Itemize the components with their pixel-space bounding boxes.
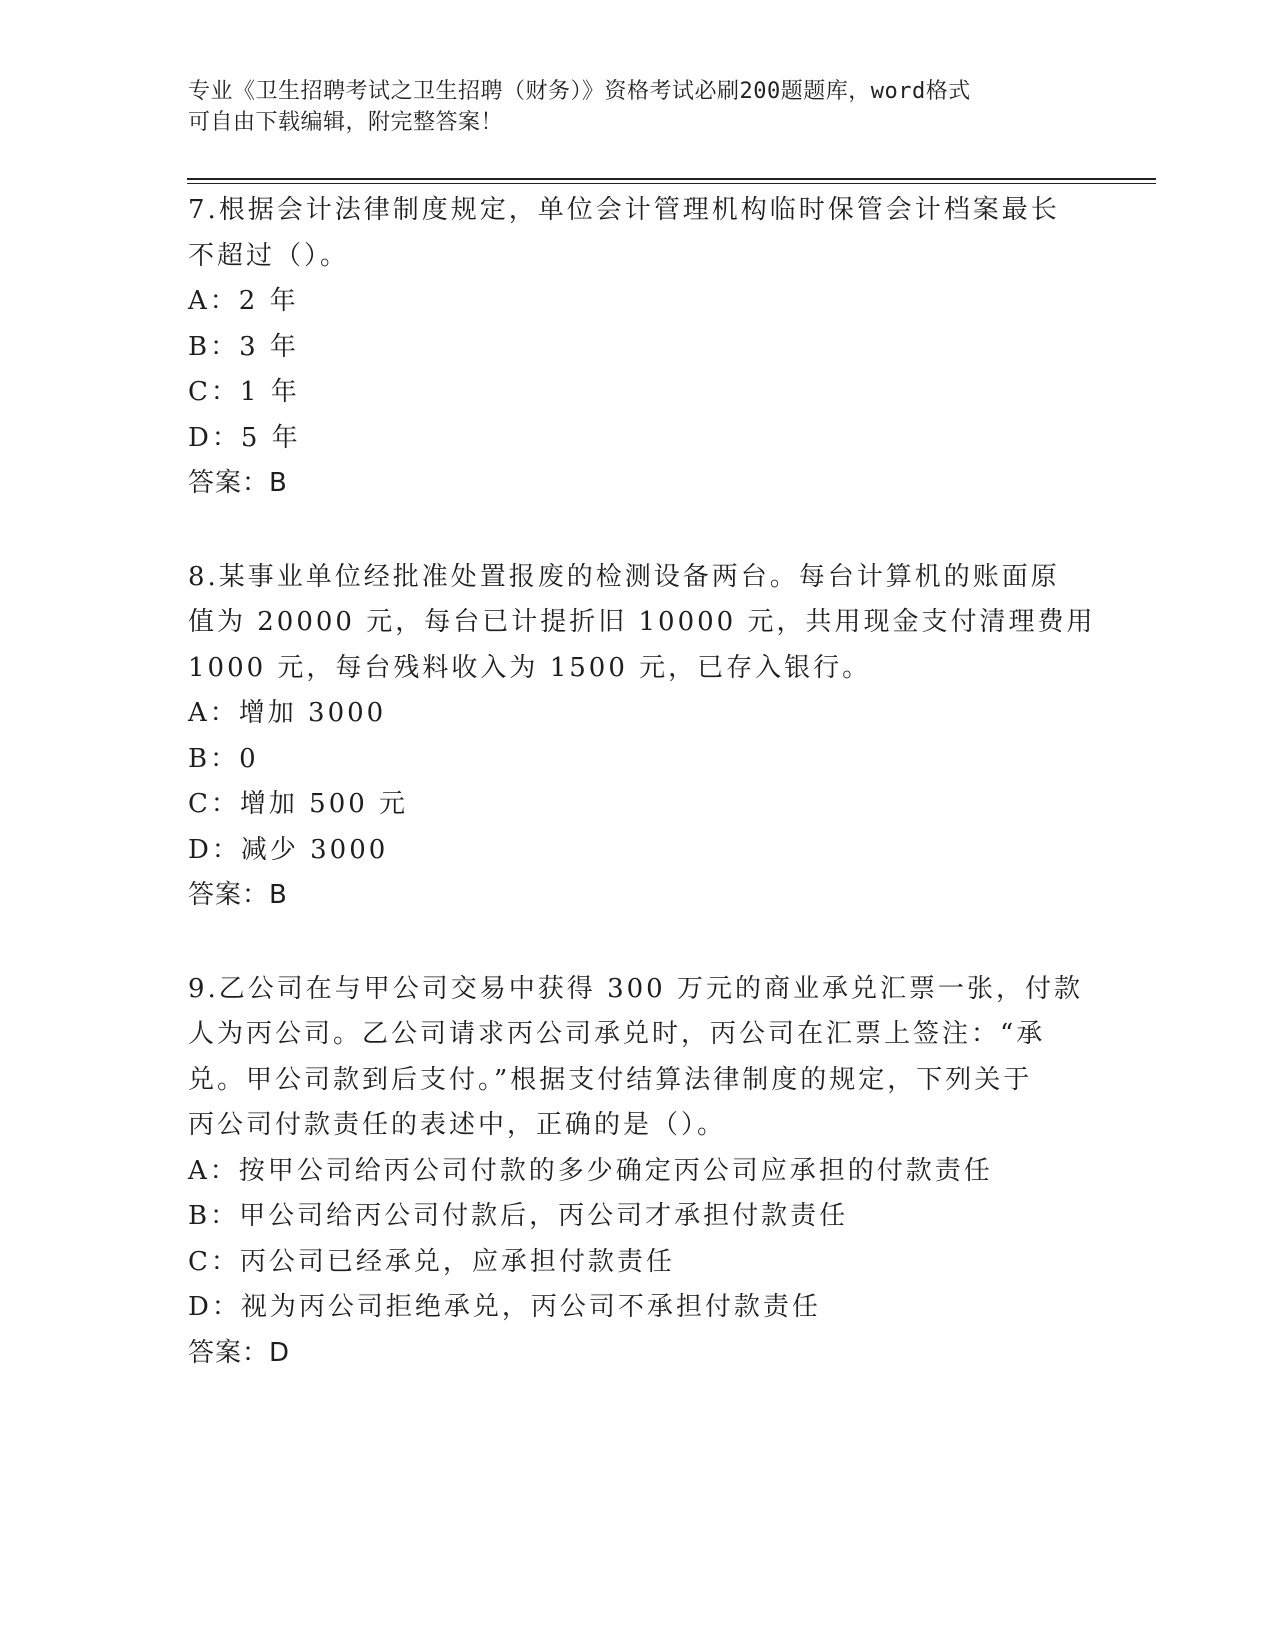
header-line: 可自由下载编辑，附完整答案！ [188,110,504,135]
option-d: D：5 年 [188,422,301,453]
question-text [188,188,1088,279]
question-line: 丙公司付款责任的表述中，正确的是（）。 [188,1110,727,1140]
option-d: D：视为丙公司拒绝承兑，丙公司不承担付款责任 [188,1292,821,1322]
option-b: B：甲公司给丙公司付款后，丙公司才承担付款责任 [188,1201,849,1231]
question-item [188,967,1088,1377]
question-line: 1000 元，每台残料收入为 1500 元，已存入银行。 [188,652,872,683]
header-divider [187,183,1156,184]
question-line: 9.乙公司在与甲公司交易中获得 300 万元的商业承兑汇票一张，付款 [188,973,1083,1004]
option-c: C：增加 500 元 [188,789,409,819]
option-a: A：增加 3000 [188,698,387,728]
answer-label: 答案：B [188,880,288,910]
document-header [188,76,1078,138]
option-b: B：0 [188,743,259,774]
question-line: 人为丙公司。乙公司请求丙公司承兑时，丙公司在汇票上签注：“承 [188,1019,1046,1049]
option-c: C：丙公司已经承兑，应承担付款责任 [188,1246,675,1277]
question-line: 值为 20000 元，每台已计提折旧 10000 元，共用现金支付清理费用 [188,607,1096,637]
option-d: D：减少 3000 [188,834,389,865]
answer-label: 答案：B [188,468,288,498]
option-c: C：1 年 [188,377,300,407]
question-line: 不超过（）。 [188,240,350,271]
question-item [188,555,1096,919]
option-a: A：2 年 [188,286,299,316]
question-text [188,555,1096,692]
question-item [188,188,1088,507]
answer-label: 答案：D [188,1337,291,1368]
question-line: 8.某事业单位经批准处置报废的检测设备两台。每台计算机的账面原 [188,561,1060,592]
header-line: 专业《卫生招聘考试之卫生招聘（财务）》资格考试必刷200题题库，word格式 [188,79,971,104]
option-b: B：3 年 [188,331,299,362]
header-divider [187,178,1156,180]
question-list [188,188,1096,1424]
option-a: A：按甲公司给丙公司付款的多少确定丙公司应承担的付款责任 [188,1155,993,1186]
question-line: 兑。甲公司款到后支付。”根据支付结算法律制度的规定，下列关于 [188,1064,1033,1095]
question-text [188,967,1088,1149]
question-line: 7.根据会计法律制度规定，单位会计管理机构临时保管会计档案最长 [188,195,1060,225]
